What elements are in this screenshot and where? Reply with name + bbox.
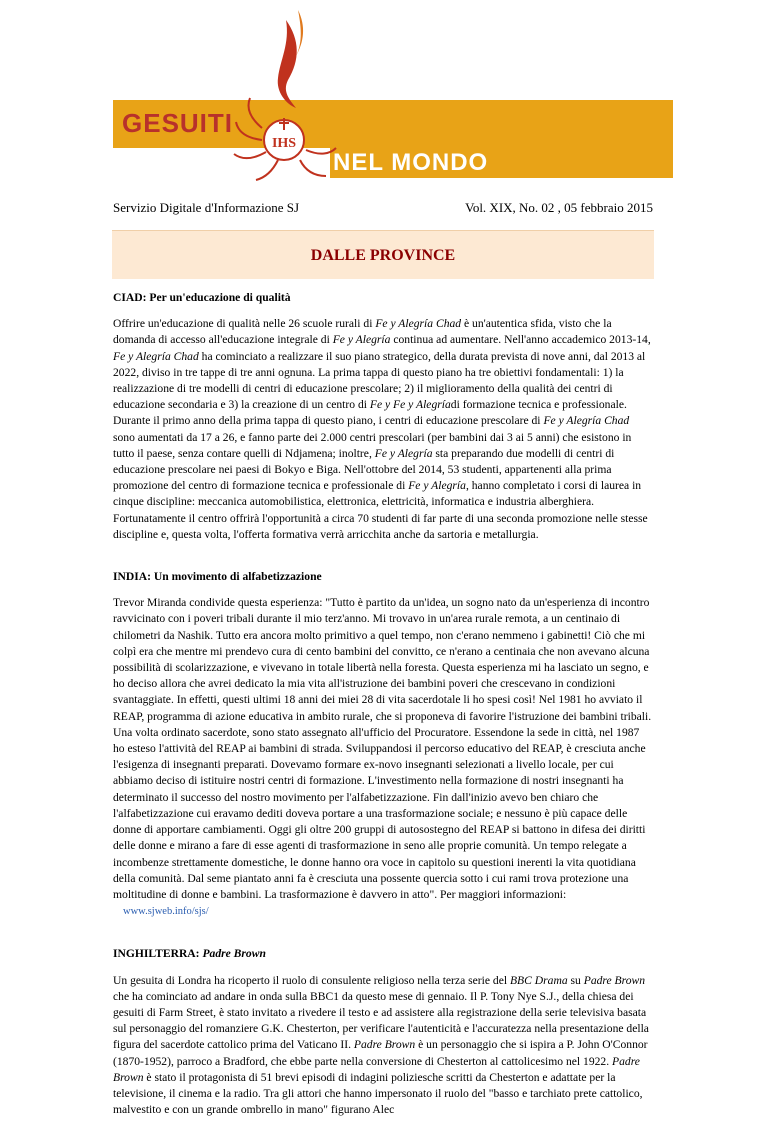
body-text: Offrire un'educazione di qualità nelle 26 scuole rurali di [113,317,376,331]
emphasis-text: Fe y Alegría [332,333,391,347]
flame-tip-icon [296,10,303,56]
emphasis-text: Fe y Alegría [374,446,433,460]
emphasis-text: Fe y Alegría Chad [375,317,462,331]
article-headline: INDIA: Un movimento di alfabetizzazione [113,570,322,584]
masthead-graphic [0,0,768,185]
body-text: su [567,973,584,987]
article-headline [113,946,653,962]
flame-icon [278,20,297,108]
article-body [113,316,653,543]
emphasis-text: Padre Brown [583,973,646,987]
headline-prefix: INGHILTERRA: [113,947,203,961]
article-body [113,973,653,1119]
issue-info: Vol. XIX, No. 02 , 05 febbraio 2015 [465,200,653,215]
article-inghilterra [113,946,653,1118]
body-text: è un personaggio che si ispira a P. John O'Connor (1870-1952), parroco a Bradford, che ebbe parte nella conversione di Chesterton al cattolicesimo nel 1922. [113,1038,648,1068]
emphasis-text: BBC Drama [509,973,568,987]
body-text: Un gesuita di Londra ha ricoperto il ruolo di consulente religioso nella terza serie del [113,973,510,987]
article-ciad [113,290,653,543]
emphasis-text: Fe y Fe y Alegría [369,398,451,412]
section-title: DALLE PROVINCE [310,247,456,264]
article-body-text [113,596,651,901]
emphasis-text: Fe y Alegría Chad [543,414,630,428]
articles [113,290,653,1144]
body-text: ha cominciato a realizzare il suo piano strategico, della durata prevista di nove anni, dal 2013 al 2022, diviso in tre tappe di tre anni ognuna. La prima tappa di questo piano ha tre obiettivi fondamentali: 1) la realizzazione di tre modelli di centri di educazione prescolare; 2) il miglioramento della qualità dei centri di educazione secondaria e 3) la creazione di un centro di [113,349,646,412]
body-text: sta preparando due modelli di centri di educazione prescolare nei paesi di Bokyo e Biga. Nell'ottobre del 2014, 53 studenti, appartenenti alla prima promozione del centro di formazione tecnica e professionale di [113,446,615,493]
brand-right: NEL MONDO [333,149,489,176]
masthead [0,0,768,185]
article-headline: CIAD: Per un'educazione di qualità [113,291,291,304]
body-text: Trevor Miranda condivide questa esperienza: "Tutto è partito da un'idea, un sogno nato da un'esperienza di incontro ravvicinato con i poveri tribali durante il mio terz'anno. Mi trovavo in un'area rurale remota, a un centinaio di chilometri da Nashik. Tutto era ancora molto primitivo a quel tempo, non c'erano nemmeno i gabinetti! Ciò che mi colpì era che mentre mi prendevo cura di cento bambini del convitto, ce n'erano a centinaia che non avevano alcuna possibilità di scolarizzazione, e vivevano in totale libertà nella foresta. Questa esperienza mi ha lasciato un segno, e ho deciso allora che avrei dedicato la mia vita all'istruzione dei bambini poveri che crescevano in condizioni svantaggiate. In effetti, questi ultimi 18 anni dei miei 28 di vita sacerdotale li ho spesi così! Nel 1981 ho avviato il REAP, programma di azione educativa in ambito rurale, che si proponeva di favorire l'istruzione dei bambini tribali. Una volta ordinato sacerdote, sono stato assegnato all'ufficio del Procuratore. Essendone la sede in città, nel 1987 ho esteso l'attività del REAP ai bambini di strada. Sviluppandosi il percorso educativo del REAP, è cresciuta anche l'esigenza di insegnanti preparati. Dovevamo formare ex-novo insegnanti selezionati a livello locale, per cui abbiamo deciso di istituire nostri centri di formazione. L'investimento nella formazione di nostri insegnanti ha determinato il successo del nostro movimento per l'alfabetizzazione. Fin dall'inizio avevo ben chiaro che l'alfabetizzazione cui eravamo dediti doveva portare a una trasformazione sociale; e nessuno è più capace delle donne di apportare cambiamenti. Oggi gli oltre 200 gruppi di autosostegno del REAP si battono in difesa dei diritti delle donne e mirano a fare di esse agenti di trasformazione in seno alle proprie comunità. Un tempo relegate a incombenze strettamente domestiche, le donne hanno ora voce in capitolo su questioni inerenti la vita quotidiana della comunità. Dal seme piantato anni fa è cresciuta una possente quercia sotto i cui rami trova protezione una moltitudine di donne e bambini. La trasformazione è davvero in atto". Per maggiori informazioni: [113,596,652,901]
service-name: Servizio Digitale d'Informazione SJ [113,200,300,215]
brand-left: GESUITI [122,108,234,138]
body-text: continua ad aumentare. Nell'anno accademico 2013-14, [390,333,651,347]
emphasis-text: Fe y Alegría [408,479,466,493]
body-text: di formazione tecnica e professionale. Durante il primo anno della prima tappa di questo piano, i centri di educazione prescolare di [113,398,627,428]
body-text: che ha cominciato ad andare in onda sulla BBC1 da questo mese di gennaio. Il P. Tony Nye S.J., della chiesa dei gesuiti di Farm Street, è stato invitato a rivedere il testo e ad assistere alla registrazione della serie televisiva basata sul personaggio del romanziere G.K. Chesterton, per verificare l'autenticità e l'accuratezza nella presentazione della figura del sacerdote cattolico prima del Vaticano II. [113,989,649,1052]
section-banner [112,230,654,279]
body-text: sono aumentati da 17 a 26, e fanno parte dei 2.000 centri prescolari (per bambini dai 3 ai 5 anni) che esistono in tutto il paese, senza contare quelli di Ndjamena; inoltre, [113,430,632,460]
seal-text: IHS [271,136,297,151]
body-text: è un'autentica sfida, visto che la domanda di accesso all'educazione integrale di [113,317,612,347]
body-text: , hanno completato i corsi di laurea in cinque discipline: meccanica automobilistica, elettronica, elettricità, informatica e industria alberghiera. Fortunatamente il centro offrirà l'opportunità a circa 70 studenti di far parte di una seconda promozione nelle stesse discipline e, questa volta, l'offerta formativa verrà arricchita anche da sartoria e metallurgia. [113,479,648,541]
more-info-link[interactable]: www.sjweb.info/sjs/ [123,906,209,918]
emphasis-text: Padre Brown [113,1054,640,1084]
emphasis-text: Fe y Alegría Chad [113,349,199,363]
emphasis-text: Padre Brown [353,1038,416,1052]
article-body [113,595,653,920]
article-india [113,569,653,920]
headline-italic: Padre Brown [202,947,266,961]
body-text: è stato il protagonista di 51 brevi episodi di indagini poliziesche scritti da Chesterton e adattate per la televisione, il cinema e la radio. Tra gli attori che hanno impersonato il ruolo del "basso e tarchiato prete cattolico, malvestito e con un grande ombrello in mano" figurano Alec [113,1070,643,1117]
